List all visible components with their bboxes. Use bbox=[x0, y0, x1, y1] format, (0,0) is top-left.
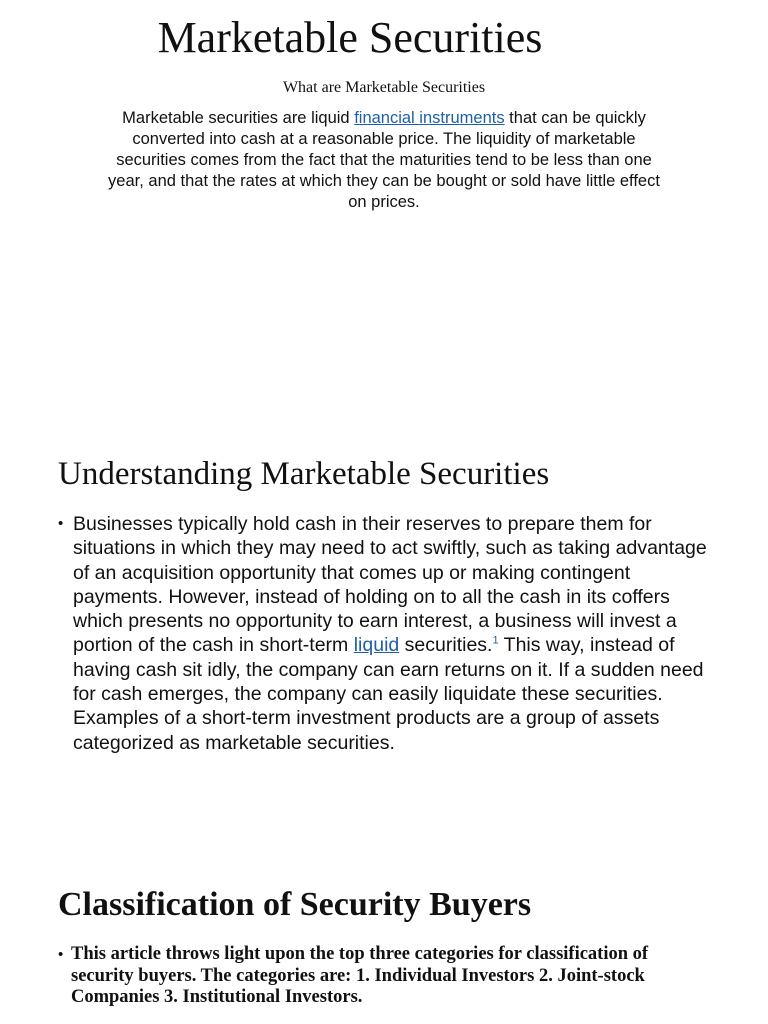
list-item bbox=[58, 512, 708, 755]
liquid-link[interactable]: liquid bbox=[353, 634, 400, 657]
classification-bullet-list bbox=[58, 944, 708, 1009]
bullet-text-mid: securities. bbox=[399, 634, 493, 657]
list-item bbox=[58, 944, 708, 1009]
page-title: Marketable Securities bbox=[157, 13, 543, 62]
section-subtitle: What are Marketable Securities bbox=[282, 79, 486, 96]
bullet-icon: • bbox=[58, 515, 64, 532]
understanding-bullet-list bbox=[58, 512, 708, 755]
classification-heading: Classification of Security Buyers bbox=[58, 886, 532, 923]
bullet-text-end: This way, instead of having cash sit idly, the company can earn returns on it. If a sudden need for cash emerges, the company can easily liquidate these securities. Examples of a short-term investment products are a group of assets categorized as marketable securities. bbox=[73, 634, 704, 754]
bullet-icon: • bbox=[58, 946, 64, 963]
financial-instruments-link[interactable]: financial instruments bbox=[354, 109, 505, 127]
understanding-heading: Understanding Marketable Securities bbox=[58, 456, 550, 492]
classification-bullet-text: This article throws light upon the top three categories for classification of security buyers. The categories are: 1. Individual Investors 2. Joint-stock Companies 3. Institutional Investors. bbox=[71, 944, 649, 1007]
bullet-text-start: Businesses typically hold cash in their reserves to prepare them for situations in which they may need to act swiftly, such as taking advantage of an acquisition opportunity that comes up or making contingent payments. However, instead of holding on to all the cash in its coffers which presents no opportunity to earn interest, a business will invest a portion of the cash in short-term bbox=[73, 513, 707, 657]
intro-paragraph bbox=[104, 108, 664, 213]
intro-text-start: Marketable securities are liquid bbox=[122, 109, 355, 127]
footnote-marker[interactable]: 1 bbox=[492, 634, 499, 647]
intro-text-end: that can be quickly converted into cash at a reasonable price. The liquidity of marketable securities comes from the fact that the maturities tend to be less than one year, and that the rates at which they can be bought or sold have little effect on prices. bbox=[108, 109, 660, 211]
